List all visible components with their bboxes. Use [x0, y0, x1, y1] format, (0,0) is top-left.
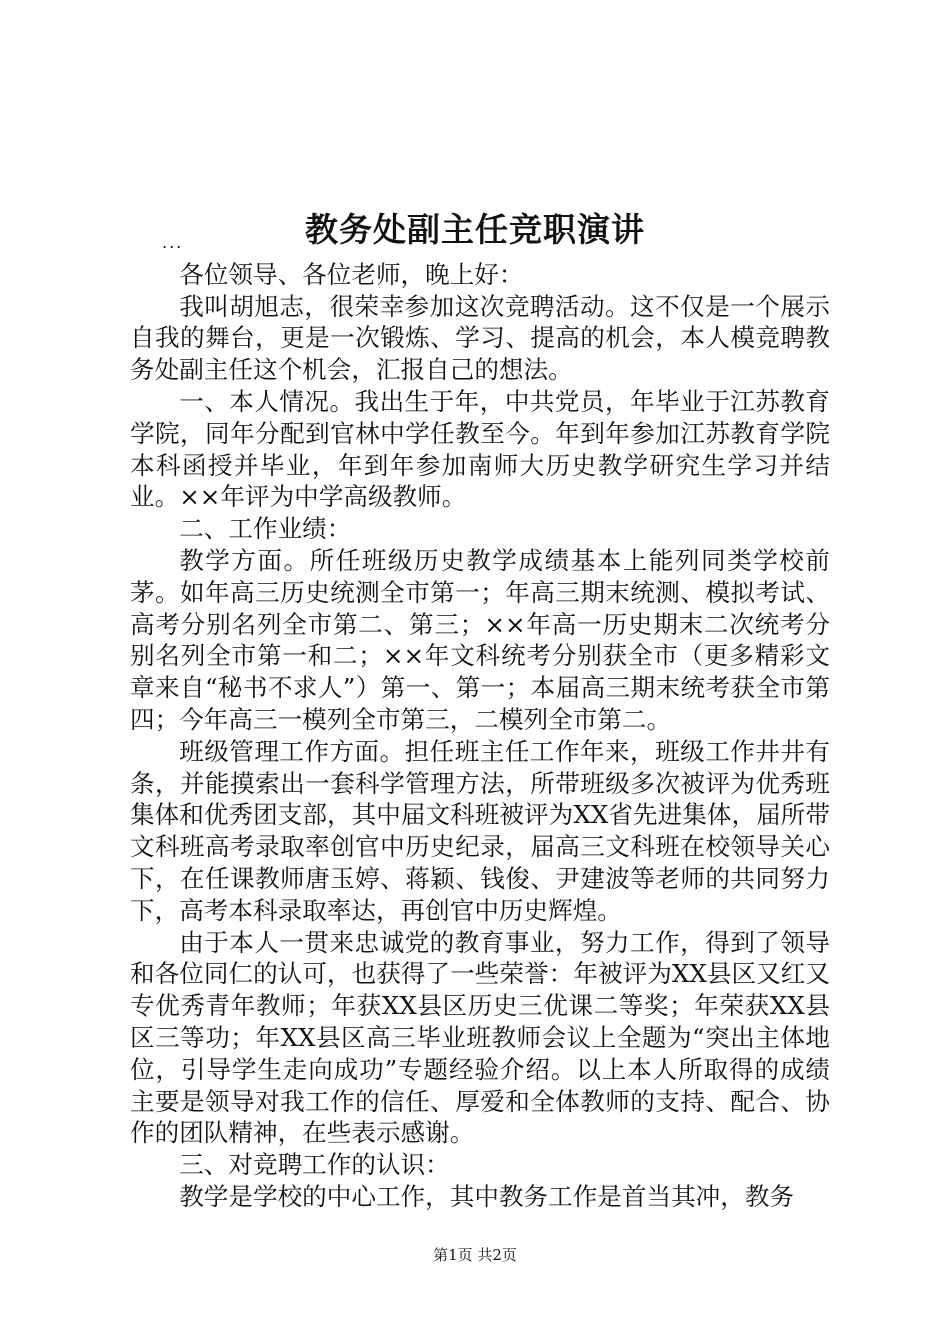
class-management-paragraph: 班级管理工作方面。担任班主任工作年来，班级工作井井有条，并能摸索出一套科学管理方法，所带班级多次被评为优秀班集体和优秀团支部，其中届文科班被评为XX省先进集体，届所带文科班高考录取率创官中历史纪录，届高三文科班在校领导关心下，在任课教师唐玉婷、蒋颖、钱俊、尹建波等老师的共同努力下，高考本科录取率达，再创官中历史辉煌。	[130, 736, 830, 925]
section-heading-achievements: 二、工作业绩：	[179, 514, 352, 544]
page-number-footer: 第1页 共2页	[433, 1246, 517, 1264]
teaching-paragraph: 教学方面。所任班级历史教学成绩基本上能列同类学校前茅。如年高三历史统测全市第一；年高三期末统测、模拟考试、高考分别名列全市第二、第三；××年高一历史期末二次统考分别名列全市第一和二；××年文科统考分别获全市（更多精彩文章来自“秘书不求人”）第一、第一；本届高三期末统考获全市第四；今年高三一模列全市第三，二模列全市第二。	[130, 545, 830, 734]
document-body	[130, 227, 830, 1213]
salutation-paragraph: 各位领导、各位老师，晚上好：	[179, 259, 524, 289]
honors-paragraph: 由于本人一贯来忠诚党的教育事业，努力工作，得到了领导和各位同仁的认可，也获得了一些荣誉：年被评为XX县区又红又专优秀青年教师；年获XX县区历史三优课二等奖；年荣获XX县区三等功；年XX县区高三毕业班教师会议上全题为“突出主体地位，引导学生走向成功”专题经验介绍。以上本人所取得的成绩主要是领导对我工作的信任、厚爱和全体教师的支持、配合、协作的团队精神，在些表示感谢。	[130, 927, 830, 1148]
closing-paragraph: 教学是学校的中心工作，其中教务工作是首当其冲，教务	[179, 1181, 795, 1211]
section-heading-understanding: 三、对竞聘工作的认识：	[179, 1150, 450, 1180]
intro-paragraph: 我叫胡旭志，很荣幸参加这次竞聘活动。这不仅是一个展示自我的舞台，更是一次锻炼、学习、提高的机会，本人模竞聘教务处副主任这个机会，汇报自己的想法。	[130, 291, 830, 385]
personal-info-paragraph: 一、本人情况。我出生于年，中共党员，年毕业于江苏教育学院，同年分配到官林中学任教至今。年到年参加江苏教育学院本科函授并毕业，年到年参加南师大历史教学研究生学习并结业。××年评为中学高级教师。	[130, 386, 830, 512]
document-title: 教务处副主任竞职演讲	[305, 210, 645, 250]
ellipsis-mark: ...	[162, 233, 184, 252]
